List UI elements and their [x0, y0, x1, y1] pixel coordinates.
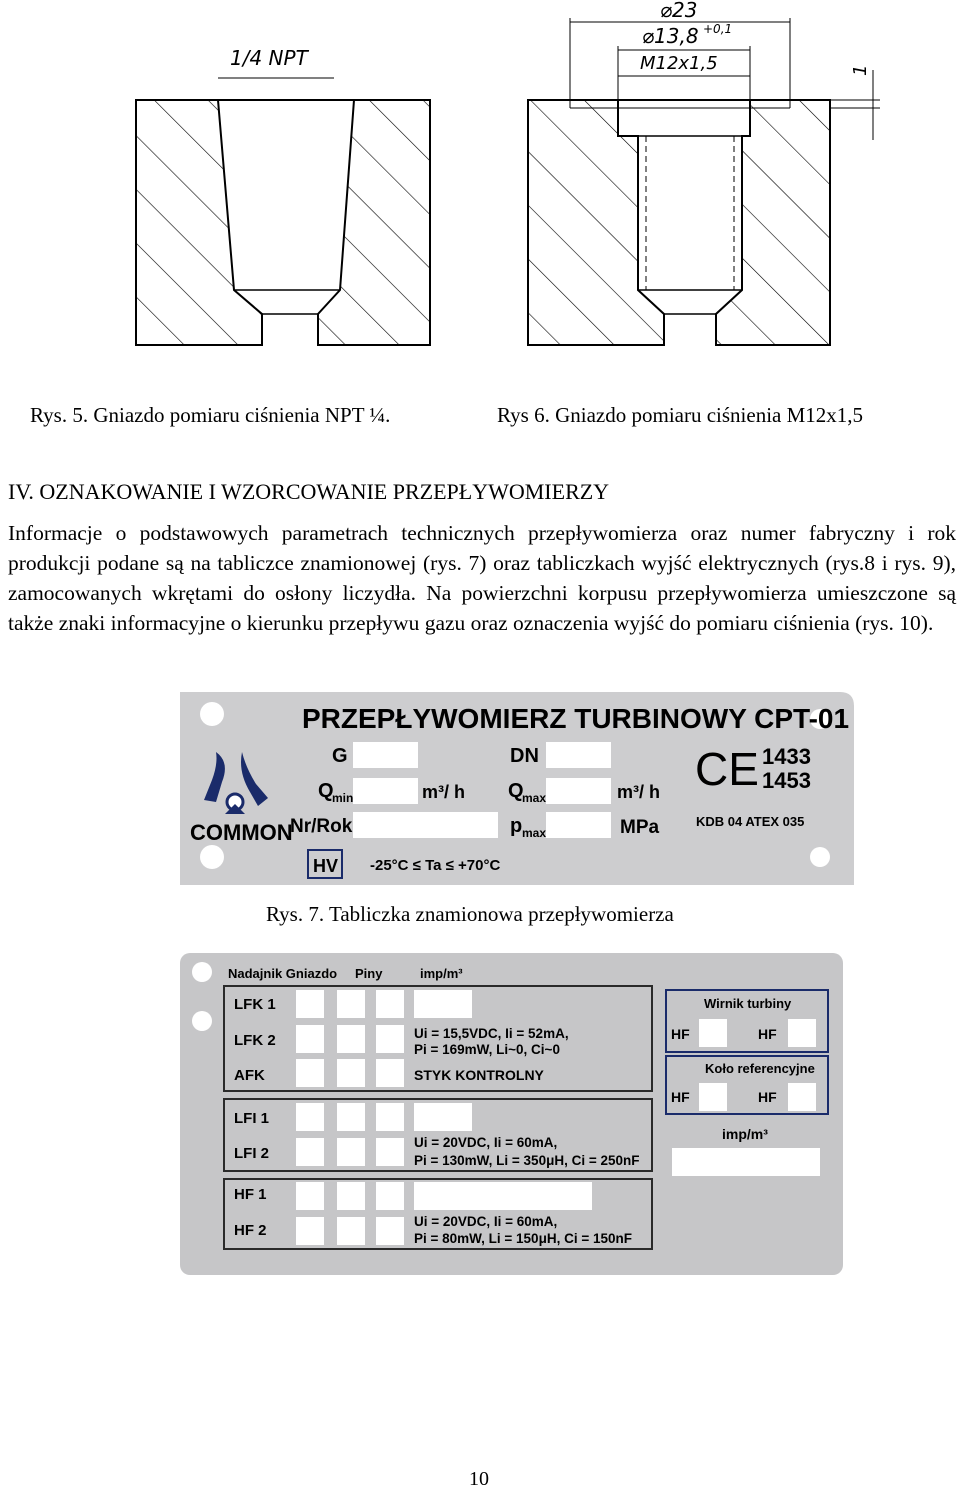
ref-hf-1: HF: [671, 1089, 690, 1105]
pmax-label: p: [510, 815, 523, 837]
g-field: [353, 742, 418, 768]
g-label: G: [332, 745, 348, 767]
pmax-unit: MPa: [620, 817, 660, 838]
npt-label: 1/4 NPT: [230, 46, 308, 70]
dn-label: DN: [510, 745, 539, 767]
afk-text: STYK KONTROLNY: [414, 1067, 544, 1083]
section-heading: IV. OZNAKOWANIE I WZORCOWANIE PRZEPŁYWOMIERZY: [8, 479, 610, 504]
rotor-box-1: [699, 1019, 727, 1047]
dim-thread: M12x1,5: [640, 53, 718, 74]
outputs-plate: [180, 953, 843, 1275]
caption-fig6: Rys 6. Gniazdo pomiaru ciśnienia M12x1,5: [497, 403, 864, 427]
rotor-title: Wirnik turbiny: [704, 996, 792, 1011]
mount-hole-bl: [200, 845, 224, 869]
dim-d13: ⌀13,8: [642, 24, 699, 48]
lfk-params-1: Ui = 15,5VDC, Ii = 52mA,: [414, 1026, 569, 1041]
ce-number-2: 1453: [762, 768, 811, 793]
brand-name: COMMON: [190, 820, 293, 845]
pmax-field: [546, 812, 611, 838]
ref-box-1: [699, 1083, 727, 1111]
rotor-hf-1: HF: [671, 1026, 690, 1042]
hf-params-1: Ui = 20VDC, Ii = 60mA,: [414, 1214, 558, 1229]
m12-socket-drawing: [528, 0, 880, 345]
ce-mark: CE: [695, 743, 759, 795]
row-label-lfk2: LFK 2: [234, 1032, 276, 1049]
dn-field: [546, 742, 611, 768]
row-label-lfi1: LFI 1: [234, 1110, 270, 1127]
row-label-afk: AFK: [234, 1067, 265, 1084]
nrrok-field: [353, 812, 498, 838]
lfi-params-1: Ui = 20VDC, Ii = 60mA,: [414, 1135, 558, 1150]
qmax-unit: m³/ h: [617, 782, 660, 802]
hv-mark: HV: [313, 856, 339, 876]
mount-hole-tl: [192, 962, 212, 982]
caption-fig5: Rys. 5. Gniazdo pomiaru ciśnienia NPT ¼.: [30, 403, 391, 427]
temp-range: -25°C ≤ Ta ≤ +70°C: [370, 857, 501, 874]
hdr-transmitter: Nadajnik Gniazdo: [228, 966, 338, 981]
row-label-lfi2: LFI 2: [234, 1145, 270, 1162]
ref-hf-2: HF: [758, 1089, 777, 1105]
hf-params-2: Pi = 80mW, Li = 150μH, Ci = 150nF: [414, 1231, 632, 1246]
row-label-hf1: HF 1: [234, 1186, 267, 1203]
caption-fig7: Rys. 7. Tabliczka znamionowa przepływomierza: [266, 902, 674, 926]
row-label-lfk1: LFK 1: [234, 996, 276, 1013]
lfi-params-2: Pi = 130mW, Li = 350μH, Ci = 250nF: [414, 1153, 640, 1168]
pressure-socket-drawings: [0, 0, 960, 380]
right-imp-field: [672, 1148, 820, 1176]
dim-d23: ⌀23: [660, 0, 698, 22]
page-number: 10: [469, 1468, 489, 1490]
dim-d13-tolerance: +0,1: [703, 22, 733, 36]
qmin-field: [353, 778, 418, 804]
qmax-field: [546, 778, 611, 804]
mount-hole-br: [810, 847, 830, 867]
qmin-unit: m³/ h: [422, 782, 465, 802]
lfk-params-2: Pi = 169mW, Li~0, Ci~0: [414, 1042, 560, 1057]
row-label-hf2: HF 2: [234, 1222, 267, 1239]
qmax-sub: max: [522, 791, 547, 805]
section-paragraph: Informacje o podstawowych parametrach technicznych przepływomierza oraz numer fabryczny i rok produkcji podane są na tabliczce znamionowej (rys. 7) oraz tabliczkach wyjść elektrycznych (rys.8 i rys. 9), zamocowanych wkrętami do osłony liczydła. Na powierzchni korpusu przepływomierza umieszczone są także znaki informacyjne o kierunku przepływu gazu oraz oznaczenia wyjść do pomiaru ciśnienia (rys. 10).: [8, 521, 956, 635]
mount-hole-ml: [192, 1011, 212, 1031]
nameplate-title: PRZEPŁYWOMIERZ TURBINOWY CPT-01: [302, 703, 850, 734]
qmin-label: Q: [318, 780, 334, 802]
ref-title: Koło referencyjne: [705, 1061, 815, 1076]
right-imp-label: imp/m³: [722, 1126, 768, 1142]
mount-hole-tl: [200, 702, 224, 726]
rotor-box-2: [788, 1019, 816, 1047]
npt-socket-drawing: [136, 46, 430, 345]
pmax-sub: max: [522, 826, 547, 840]
hdr-imp: imp/m³: [420, 966, 463, 981]
nameplate: [180, 692, 854, 885]
dim-depth: 1: [850, 64, 871, 76]
hdr-pins: Piny: [355, 966, 383, 981]
qmin-sub: min: [332, 791, 354, 805]
nrrok-label: Nr/Rok: [290, 816, 353, 837]
atex-cert: KDB 04 ATEX 035: [696, 814, 805, 829]
qmax-label: Q: [508, 780, 524, 802]
ce-number-1: 1433: [762, 744, 811, 769]
ref-box-2: [788, 1083, 816, 1111]
rotor-hf-2: HF: [758, 1026, 777, 1042]
